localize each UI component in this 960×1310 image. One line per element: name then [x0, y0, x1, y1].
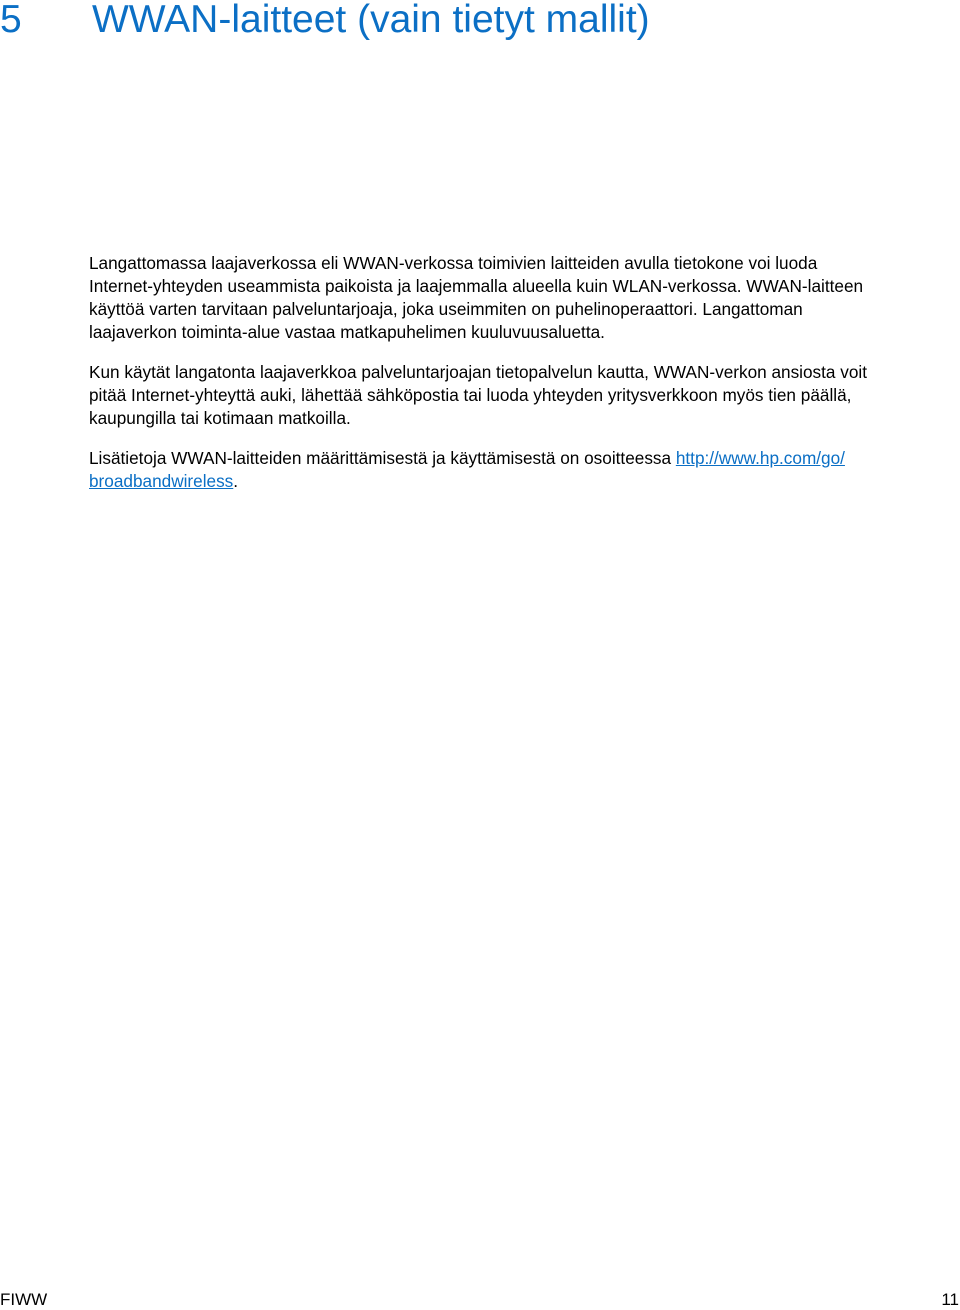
- chapter-heading: [0, 0, 650, 44]
- text-line: käyttöä varten tarvitaan palveluntarjoaja, joka useimmiten on puhelinoperaattori. Langattoman: [89, 299, 803, 319]
- body-text: [89, 252, 951, 510]
- text-line: pitää Internet-yhteyttä auki, lähettää sähköpostia tai luoda yhteyden yritysverkkoon myös tien päällä,: [89, 385, 852, 405]
- link-part-2: broadbandwireless: [89, 471, 234, 491]
- chapter-number: 5: [0, 0, 22, 41]
- chapter-title: WWAN-laitteet (vain tietyt mallit): [92, 0, 650, 41]
- text-line: Kun käytät langatonta laajaverkkoa palveluntarjoajan tietopalvelun kautta, WWAN-verkon ansiosta voit: [89, 362, 868, 382]
- text-line: laajaverkon toiminta-alue vastaa matkapuhelimen kuuluvuusaluetta.: [89, 322, 605, 342]
- footer-locale-code: FIWW: [0, 1290, 48, 1309]
- text-line: Langattomassa laajaverkossa eli WWAN-verkossa toimivien laitteiden avulla tietokone voi luoda: [89, 253, 818, 273]
- link-part-1: http://www.hp.com/go/: [675, 448, 845, 468]
- more-info-text: Lisätietoja WWAN-laitteiden määrittämisestä ja käyttämisestä on osoitteessa: [89, 448, 676, 468]
- paragraph-wwan-intro: [89, 252, 951, 344]
- paragraph-more-info: [89, 447, 951, 493]
- paragraph-wwan-usage: [89, 361, 951, 430]
- text-line: Internet-yhteyden useammista paikoista ja laajemmalla alueella kuin WLAN-verkossa. WWAN-laitteen: [89, 276, 864, 296]
- text-line: kaupungilla tai kotimaan matkoilla.: [89, 408, 351, 428]
- page-number: 11: [941, 1290, 959, 1309]
- period-text: .: [233, 471, 239, 491]
